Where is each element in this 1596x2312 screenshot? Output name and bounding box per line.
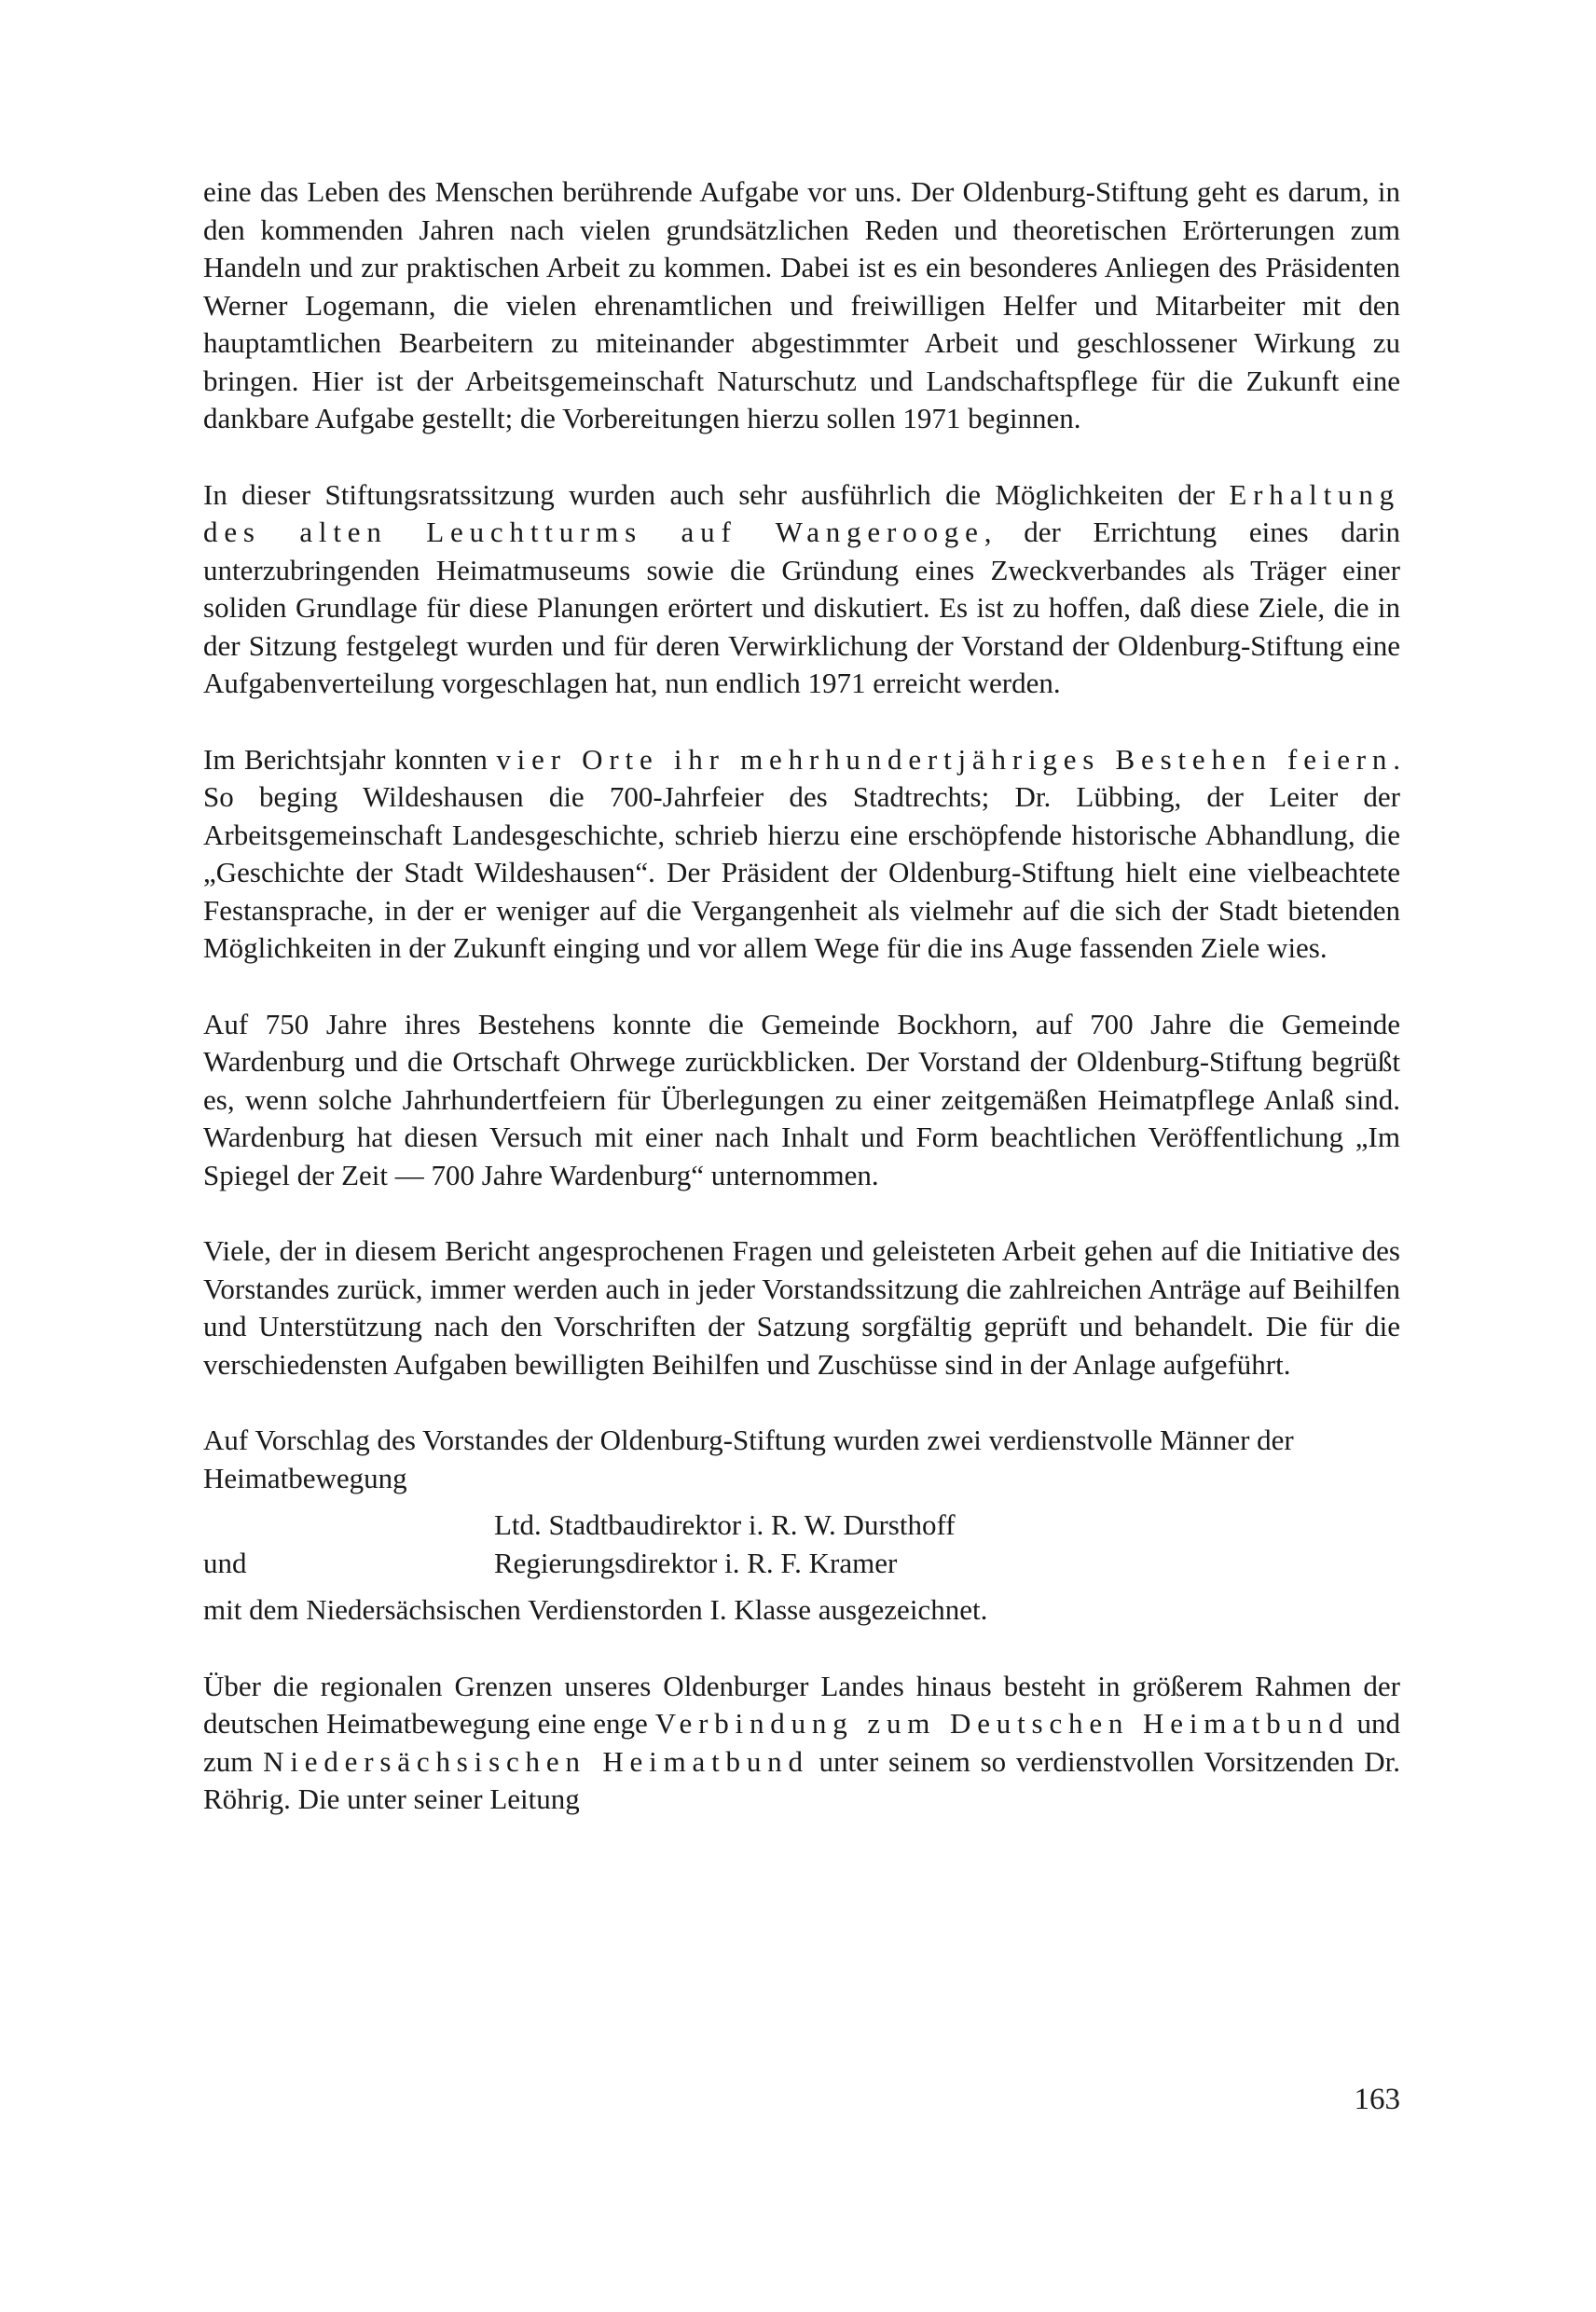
honors-name-prefix — [203, 1507, 494, 1545]
page-body — [203, 173, 1400, 1819]
paragraph-2-spaced-emphasis: Erhaltung des alten Leuchtturms auf Wangerooge — [203, 477, 1400, 548]
paragraph-4: Auf 750 Jahre ihres Bestehens konnte die Gemeinde Bockhorn, auf 700 Jahre die Gemeinde Wardenburg und die Ortschaft Ohrwege zurückblicken. Der Vorstand der Oldenburg-Stiftung begrüßt es, wenn solche Jahrhundertfeiern für Überlegungen zu einer zeitgemäßen Heimatpflege Anlaß sind. Wardenburg hat diesen Versuch mit einer nach Inhalt und Form beachtlichen Veröffentlichung „Im Spiegel der Zeit — 700 Jahre Wardenburg“ unternommen. — [203, 1007, 1400, 1191]
paragraph-3-spaced-emphasis: vier Orte ihr mehrhundertjähriges Bestehen feiern — [496, 742, 1394, 776]
honors-section — [203, 1422, 1400, 1630]
page-number: 163 — [1354, 2083, 1400, 2116]
paragraph-3-text-before: Im Berichtsjahr konnten — [203, 742, 497, 776]
paragraph-1: eine das Leben des Menschen berührende Aufgabe vor uns. Der Oldenburg-Stiftung geht es darum, in den kommenden Jahren nach vielen grundsätzlichen Reden und theoretischen Erörterungen zum Handeln und zur praktischen Arbeit zu kommen. Dabei ist es ein besonderes Anliegen des Präsidenten Werner Logemann, die vielen ehrenamtlichen und freiwilligen Helfer und Mitarbeiter mit den hauptamtlichen Bearbeitern zu miteinander abgestimmter Arbeit und geschlossener Wirkung zu bringen. Hier ist der Arbeitsgemeinschaft Naturschutz und Landschaftspflege für die Zukunft eine dankbare Aufgabe gestellt; die Vorbereitungen hierzu sollen 1971 beginnen. — [203, 175, 1400, 434]
paragraph-last-spaced-emphasis-1: Verbindung zum Deutschen Heimatbund — [654, 1707, 1350, 1740]
paragraph-last — [203, 1668, 1400, 1819]
paragraph-5: Viele, der in diesem Bericht angesprochenen Fragen und geleisteten Arbeit gehen auf die Initiative des Vorstandes zurück, immer werden auch in jeder Vorstandssitzung die zahlreichen Anträge auf Beihilfen und Unterstützung nach den Vorschriften der Satzung sorgfältig geprüft und behandelt. Die für die verschiedensten Aufgaben bewilligten Beihilfen und Zuschüsse sind in der Anlage aufgeführt. — [203, 1234, 1400, 1381]
paragraph-2-text-before: In dieser Stiftungsratssitzung wurden auch sehr ausführlich die Möglichkeiten der — [203, 477, 1230, 511]
honors-name: Regierungsdirektor i. R. F. Kramer — [494, 1546, 898, 1579]
paragraph-last-part-3: unter seinem so verdienstvollen Vorsitzenden Dr. Röhrig. Die unter seiner Leitung — [203, 1744, 1401, 1815]
paragraph-last-part-1: Über die regionalen Grenzen unseres Oldenburger Landes hinaus besteht in größerem Rahmen der deutschen Heimatbewegung eine enge — [203, 1669, 1400, 1740]
honors-intro: Auf Vorschlag des Vorstandes der Oldenburg-Stiftung wurden zwei verdienstvolle Männer der Heimatbewegung — [203, 1424, 1294, 1494]
honors-name-row — [203, 1545, 1400, 1583]
paragraph-last-spaced-emphasis-2: Niedersächsischen Heimatbund — [263, 1744, 809, 1778]
honors-name-prefix: und — [203, 1546, 247, 1579]
paragraph-last-part-2: und zum — [203, 1707, 1400, 1778]
paragraph-2 — [203, 476, 1400, 703]
paragraph-3 — [203, 741, 1400, 968]
paragraph-3-text-after: . So beging Wildeshausen die 700-Jahrfeier des Stadtrechts; Dr. Lübbing, der Leiter der Arbeitsgemeinschaft Landesgeschichte, schrieb hierzu eine erschöpfende historische Abhandlung, die „Geschichte der Stadt Wildeshausen“. Der Präsident der Oldenburg-Stiftung hielt eine vielbeachtete Festansprache, in der er weniger auf die Vergangenheit als vielmehr auf die sich der Stadt bietenden Möglichkeiten in der Zukunft einging und vor allem Wege für die ins Auge fassenden Ziele wies. — [203, 742, 1401, 964]
honors-name: Ltd. Stadtbaudirektor i. R. W. Dursthoff — [494, 1508, 956, 1541]
paragraph-2-text-after: , der Errichtung eines darin unterzubringenden Heimatmuseums sowie die Gründung eines Zweckverbandes als Träger einer soliden Grundlage für diese Planungen erörtert und diskutiert. Es ist zu hoffen, daß diese Ziele, die in der Sitzung festgelegt wurden und für deren Verwirklichung der Vorstand der Oldenburg-Stiftung eine Aufgabenverteilung vorgeschlagen hat, nun endlich 1971 erreicht werden. — [203, 516, 1400, 699]
honors-name-row — [203, 1507, 1400, 1545]
honors-closing: mit dem Niedersächsischen Verdienstorden I. Klasse ausgezeichnet. — [203, 1593, 988, 1626]
honors-name-list — [203, 1507, 1400, 1582]
